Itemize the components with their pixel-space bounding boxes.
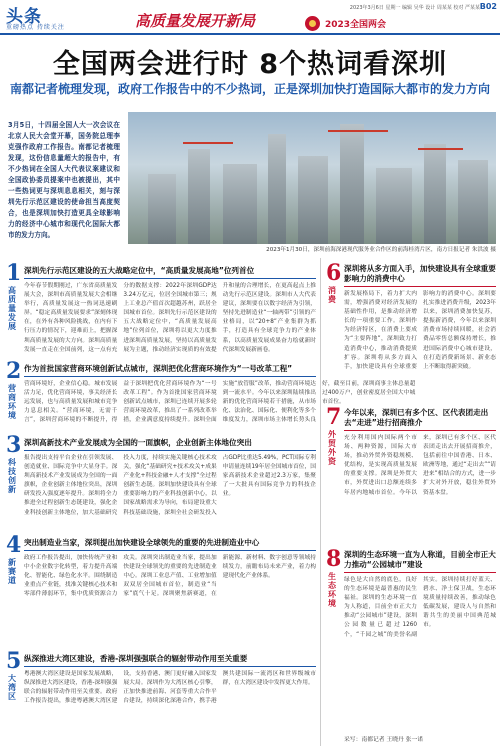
building-shape bbox=[340, 124, 364, 244]
building-shape bbox=[376, 168, 412, 244]
column-divider bbox=[320, 258, 321, 746]
section-label: 外贸外资 bbox=[328, 430, 336, 466]
section-tagline: 重磅热点 持续关注 bbox=[6, 24, 65, 31]
building-shape bbox=[424, 144, 446, 244]
section-title: 深圳高新技术产业发展成为全国的一面旗帜，企业创新主体地位突出 bbox=[24, 438, 252, 447]
section-number: 1 bbox=[6, 260, 22, 286]
section-label: 消费 bbox=[328, 286, 336, 304]
section-title: 作为首批国家营商环境创新试点城市，深圳把优化营商环境作为“一号改革工程” bbox=[24, 364, 293, 373]
section-title: 突出制造业当家，深圳提出加快建设全球领先的重要的先进制造业中心 bbox=[24, 538, 260, 547]
photo-caption: 2023年1月30日，深圳前海深港现代服务业合作区的前海桂湾片区，南方日报记者 朱洪波 摄 bbox=[266, 247, 496, 253]
section-number: 4 bbox=[6, 532, 22, 558]
section-title-rule bbox=[24, 278, 316, 279]
masthead bbox=[0, 0, 500, 34]
two-sessions-banner bbox=[95, 8, 425, 34]
crane-shape bbox=[328, 130, 388, 132]
section-title-rule bbox=[24, 550, 316, 551]
two-sessions-emblem-icon bbox=[305, 16, 320, 31]
byline: 采写：南都记者 王晓丹 张一诺 bbox=[344, 737, 424, 743]
building-shape bbox=[298, 156, 328, 244]
section-title: 今年以来，深圳已有多个区、区代表团走出去“走进”进行招商推介 bbox=[344, 408, 489, 427]
section-body: 今年春节假期刚过，广东省高质量发展大会，深圳市高质量发展大会相继举行，高质量发展这一热词迅速刷屏。“稳定高质量发展要求”深刻体现在，在外有各种风险挑战，在内有下行压力的情况下，迎难而上，把握深圳高质量发展的大方向。深圳高质量发展一直走在全国前列，这一点有充分的数据支撑：2022年深圳GDP达3.24万亿元，位居全国城市第三；规上工业总产值首次超越苏州，跃居全国城市首位。深圳先行示范区建设的五大战略定位中，“高质量发展高地”位列首位，深圳将以更大力度推进深圳高质量发展，坚持以高质量发展为主题，推动经济实现质的有效提升和量的合理增长，在更高起点上推动先行示范区建设。深圳市人大代表建议，深圳要在以数字经济为引领，坚持先进制造业“一轴两带”引领的产业格局，以“20+8”产业集群为抓手，打造具有全球竞争力的产业体系，以高质量发展成果奋力绘就新时代深圳发展新画卷。 bbox=[24, 283, 316, 353]
edition-info: 2023年3月6日 星期一 编辑 吴华 设计 周某某 校对 严某某 bbox=[349, 5, 480, 11]
section-title-rule bbox=[344, 286, 496, 287]
section-title-rule bbox=[24, 376, 316, 377]
section-body: 报告提出支持平台企业在引领发展、创造就业、国际竞争中大显身手。深圳高新技术产业发展成为全国的一面旗帜，企业创新主体地位突出，深圳研发投入强度逐年提升。深圳将全力推进全过程创新生态链建设，强化企业科技创新主体地位，加大基础研究投入力度，持续实施关键核心技术攻关，强化“基础研究+技术攻关+成果产业化+科技金融+人才支撑”全过程创新生态链。深圳加快建设具有全球重要影响力的产业科技创新中心，以国家战略需求为导向，布局建设重大科技基础设施，深圳全社会研发投入占GDP比重达5.49%，PCT国际专利申请量连续19年居全国城市首位，国家高新技术企业超过2.3万家，集聚了一大批具有国际竞争力的科技企业。 bbox=[24, 455, 316, 516]
masthead-rule bbox=[0, 33, 500, 35]
page-number: B02 bbox=[479, 2, 497, 11]
crane-shape bbox=[183, 142, 233, 144]
section-title: 深圳将从多方面入手，加快建设具有全球重要影响力的消费中心 bbox=[344, 264, 496, 283]
section-title-rule bbox=[344, 430, 496, 431]
section-body: 营商环境好，企业信心稳。城市发展活力足，优化营商环境，事关经济长远发展，也与高质量发展和城市竞争力息息相关。“营商环境，无需千言”，深圳营商环境的不断提升，得益于深圳把优化营商环境作为“一号改革工程”。作为首批国家营商环境创新试点城市，深圳已连续开展多轮营商环境改革，推出了一系列改革举措，企业满意度持续提升。深圳全面实施“放管服”改革，推动营商环境达到一流水平。今年以来深圳陆续推出新的优化营商环境若干措施，从市场化、法治化、国际化、便利化等多个维度发力，深圳市场主体增长势头良好，截至目前，深圳商事主体总量超过400万户，创业密度居全国大中城市首位。 bbox=[24, 381, 416, 424]
section-number: 5 bbox=[6, 648, 22, 674]
section-title-rule bbox=[344, 572, 496, 573]
section-title-rule bbox=[24, 666, 316, 667]
section-label: 高质量发展 bbox=[8, 286, 16, 331]
section-body: 政府工作报告提出，加快传统产业和中小企业数字化转型，着力提升高端化、智能化、绿色化水平。围绕制造业重点产业链，找准关键核心技术和零部件薄弱环节，集中优质资源合力攻关。深圳突出制造业当家，提出加快建设全球领先的重要的先进制造业中心。深圳工业总产值、工业增加值双双居全国城市首位，制造业“当家”底气十足。深圳聚焦新赛道，在新能源、新材料、数字创意等领域持续发力，前瞻布局未来产业，着力构建现代化产业体系。 bbox=[24, 555, 316, 598]
section-label: 大湾区 bbox=[8, 674, 16, 701]
section-number: 8 bbox=[326, 546, 342, 572]
building-shape bbox=[188, 149, 210, 244]
banner-slogan: 高质量发展开新局 bbox=[135, 12, 256, 30]
section-label: 科技创新 bbox=[8, 458, 16, 494]
section-label: 新赛道 bbox=[8, 558, 16, 585]
section-label: 生态环境 bbox=[328, 572, 336, 608]
section-title: 深圳先行示范区建设的五大战略定位中，“高质量发展高地”位列首位 bbox=[24, 266, 255, 275]
section-number: 6 bbox=[326, 260, 342, 286]
section-label: 营商环境 bbox=[8, 384, 16, 420]
headline: 全国两会进行时 8个热词看深圳 bbox=[52, 49, 448, 80]
section-title: 纵深推进大湾区建设，香港-深圳强强联合的辐射带动作用至关重要 bbox=[24, 654, 248, 663]
section-number: 3 bbox=[6, 432, 22, 458]
section-body: 充分利用国内国际两个市场、两种资源，国际大市场，推动外贸外资稳规模、优结构，是实现高质量发展的重要支撑。深圳是外贸大市，外贸进出口总额连续多年居内地城市首位。今年以来，深圳已有多个区、区代表团走出去开展招商推介，包括前往中国香港、日本、欧洲等地，通过“走出去”“请进来”相结合的方式，进一步扩大对外开放，稳住外贸外资基本盘。 bbox=[344, 435, 496, 496]
building-shape bbox=[268, 134, 286, 244]
section-title-rule bbox=[24, 450, 316, 451]
subheadline: 南都记者梳理发现，政府工作报告中的不少热词，正是深圳加快打造国际大都市的发力方向 bbox=[9, 82, 490, 96]
section-number: 2 bbox=[6, 358, 22, 384]
section-number: 7 bbox=[326, 404, 342, 430]
crane-shape bbox=[418, 148, 463, 150]
cityscape-photo bbox=[128, 112, 496, 244]
section-body: 绿色是大自然的底色，良好的生态环境是最普惠的民生福祉。深圳的生态环境一直为人称道，目前全市正大力推动“公园城市”建设，深圳公园数量已超过1260个，“千园之城”的美誉名副其实。深圳持续打好蓝天、碧水、净土保卫战，生态环境质量持续改善，推动绿色低碳发展，建设人与自然和谐共生的美丽中国典范城市。 bbox=[344, 577, 496, 638]
building-shape bbox=[223, 164, 257, 244]
lead-paragraph: 3月5日，十四届全国人大一次会议在北京人民大会堂开幕，国务院总理李克强作政府工作报告。南都记者梳理发现，这份信息量超大的报告中，有不少热词在全国人大代表议案建议和全国政协委员提案中也被提出，其中一些热词更与深圳息息相关，刻与深圳先行示范区建设的使命担当高度契合，也是深圳加快打造更具全球影响力的经济中心城市和现代化国际大都市的发力方向。 bbox=[8, 121, 120, 239]
section-body: 新发展格局下，着力扩大内需，增强消费对经济发展的基础性作用，是推动经济增长的一项重要工作。深圳作为经济特区，在消费上要成为“主要阵地”，深圳致力打造消费中心，推动消费提质扩容。深圳将从多方面入手，加快建设具有全球重要影响力的消费中心。深圳要扎实推进消费升级，2023年以来，深圳消费加快复苏，提振新消费，今年以来深圳消费市场持续回暖，社会消费品零售总额保持增长，推进国际消费中心城市建设，在打造消费新场景、新业态上不断取得新突破。 bbox=[344, 291, 496, 370]
section-body: 粤港澳大湾区建设是国家发展战略，纵深推进大湾区建设，香港-深圳强强联合的辐射带动作用至关重要。政府工作报告提出，推进粤港澳大湾区建设，支持香港、澳门更好融入国家发展大局。深圳作为大湾区核心引擎，正加快推进前海、河套等重大合作平台建设，持续深化深港合作，携手港澳共建国际一流湾区和世界级城市群，在大湾区建设中发挥更大作用。 bbox=[24, 671, 316, 705]
section-title: 深圳的生态环境一直为人称道，目前全市正大力推动“公园城市”建设 bbox=[344, 550, 496, 569]
building-shape bbox=[458, 160, 488, 244]
section-name: 头条 bbox=[6, 7, 42, 27]
building-shape bbox=[148, 174, 176, 244]
banner-label: 2023全国两会 bbox=[325, 20, 387, 30]
